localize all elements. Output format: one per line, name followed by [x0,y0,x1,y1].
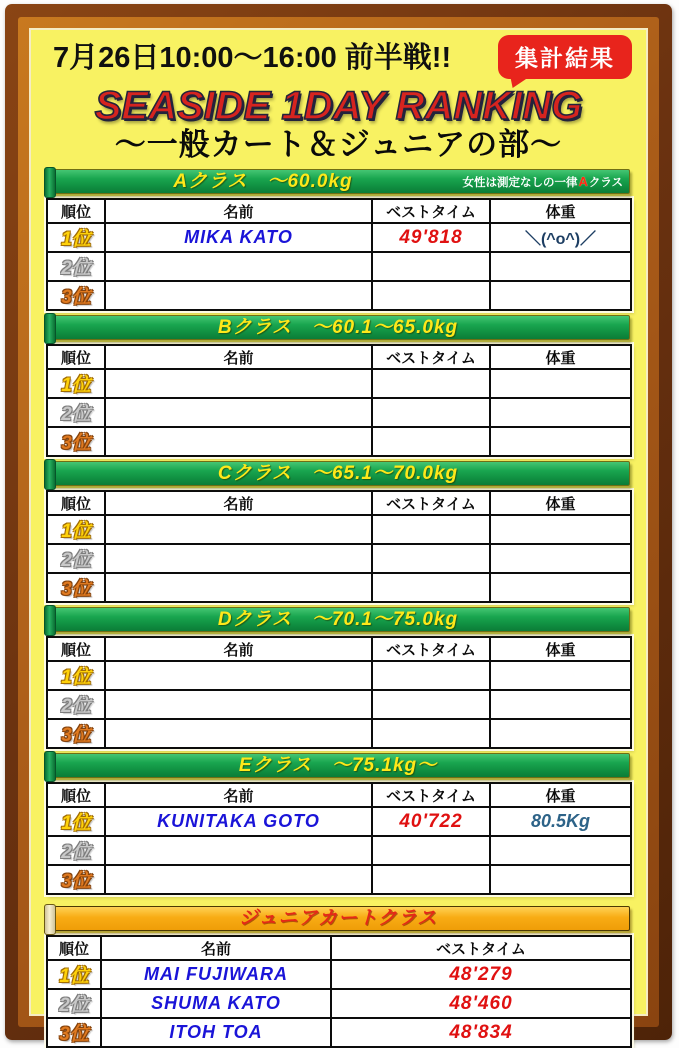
rank-cell: 2位 [47,836,105,865]
time-cell [372,865,490,894]
name-cell [105,690,372,719]
time-cell [372,398,490,427]
time-cell [372,544,490,573]
time-cell: 40'722 [372,807,490,836]
table-header-row [47,199,631,223]
name-cell: KUNITAKA GOTO [105,807,372,836]
table-row [47,427,631,456]
table-row [47,544,631,573]
frame-inner-bevel [18,17,659,1046]
event-date-line: 7月26日10:00～16:00 前半戦!! [53,42,452,74]
name-cell [105,544,372,573]
weight-cell [490,281,631,310]
name-cell [105,573,372,602]
note-text-post: クラス [588,176,623,189]
time-cell: 48'834 [331,1018,631,1047]
class-a-note [462,174,623,190]
table-row [47,398,631,427]
table-header-row [47,491,631,515]
col-header-time: ベストタイム [372,637,490,661]
col-header-weight: 体重 [490,783,631,807]
time-cell [372,719,490,748]
table-row [47,369,631,398]
class-b-table [46,344,632,457]
time-cell [372,427,490,456]
class-b-section [46,315,630,457]
col-header-name: 名前 [101,936,331,960]
class-c-title: Cクラス ～65.1～70.0kg [217,463,459,485]
bar-cap [44,459,56,490]
col-header-time: ベストタイム [331,936,631,960]
time-cell: 48'460 [331,989,631,1018]
rank-cell: 3位 [47,427,105,456]
page-title: SEASIDE 1DAY RANKING [94,84,583,128]
poster-content [31,30,646,1046]
weight-cell [490,690,631,719]
table-row [47,515,631,544]
weight-cell [490,719,631,748]
weight-cell [490,427,631,456]
table-row [47,865,631,894]
time-cell [372,690,490,719]
table-row [47,223,631,252]
note-text-pre: 女性は測定なしの一律 [462,176,578,189]
name-cell: SHUMA KATO [101,989,331,1018]
page-subtitle: ～一般カート＆ジュニアの部～ [114,127,563,162]
weight-cell: 80.5Kg [490,807,631,836]
col-header-time: ベストタイム [372,783,490,807]
weight-cell [490,865,631,894]
ranking-sections [46,169,630,1048]
name-cell [105,836,372,865]
time-cell [372,836,490,865]
name-cell [105,369,372,398]
bar-cap [44,313,56,344]
time-cell: 49'818 [372,223,490,252]
bar-cap [44,904,56,935]
col-header-weight: 体重 [490,637,631,661]
table-row [47,1018,631,1047]
rank-cell: 3位 [47,719,105,748]
table-row [47,960,631,989]
bar-cap [44,605,56,636]
col-header-name: 名前 [105,345,372,369]
table-row [47,690,631,719]
table-row [47,836,631,865]
table-header-row [47,637,631,661]
frame-liner [29,28,648,1046]
name-cell [105,281,372,310]
col-header-time: ベストタイム [372,345,490,369]
rank-cell: 1位 [47,960,101,989]
table-header-row [47,783,631,807]
col-header-name: 名前 [105,491,372,515]
class-d-table [46,636,632,749]
col-header-time: ベストタイム [372,199,490,223]
table-header-row [47,936,631,960]
rank-cell: 1位 [47,807,105,836]
rank-cell: 2位 [47,690,105,719]
table-row [47,252,631,281]
weight-cell [490,252,631,281]
class-a-header-bar [46,169,630,194]
weight-cell [490,515,631,544]
time-cell: 48'279 [331,960,631,989]
rank-cell: 1位 [47,661,105,690]
col-header-rank: 順位 [47,936,101,960]
time-cell [372,281,490,310]
bar-cap [44,167,56,198]
class-c-section [46,461,630,603]
name-cell [105,661,372,690]
class-e-section [46,753,630,895]
rank-cell: 1位 [47,223,105,252]
table-row [47,661,631,690]
rank-cell: 3位 [47,865,105,894]
rank-cell: 2位 [47,398,105,427]
name-cell [105,398,372,427]
rank-cell: 3位 [47,281,105,310]
class-e-table [46,782,632,895]
col-header-rank: 順位 [47,637,105,661]
col-header-rank: 順位 [47,199,105,223]
wooden-frame [5,4,672,1046]
col-header-rank: 順位 [47,345,105,369]
class-d-title: Dクラス ～70.1～75.0kg [217,609,459,631]
rank-cell: 2位 [47,544,105,573]
weight-cell [490,544,631,573]
name-cell [105,252,372,281]
class-c-header-bar [46,461,630,486]
time-cell [372,369,490,398]
name-cell [105,427,372,456]
class-a-section [46,169,630,311]
time-cell [372,252,490,281]
junior-class-header-bar [46,906,630,931]
col-header-name: 名前 [105,199,372,223]
table-header-row [47,345,631,369]
time-cell [372,515,490,544]
col-header-weight: 体重 [490,491,631,515]
col-header-name: 名前 [105,637,372,661]
name-cell: MAI FUJIWARA [101,960,331,989]
class-e-header-bar [46,753,630,778]
col-header-time: ベストタイム [372,491,490,515]
class-b-header-bar [46,315,630,340]
rank-cell: 3位 [47,1018,101,1047]
col-header-weight: 体重 [490,345,631,369]
results-badge-label: 集計結果 [515,45,615,71]
top-row [43,37,634,83]
rank-cell: 1位 [47,515,105,544]
table-row [47,573,631,602]
table-row [47,281,631,310]
rank-cell: 3位 [47,573,105,602]
results-badge [498,35,632,79]
name-cell: ITOH TOA [101,1018,331,1047]
weight-cell [490,573,631,602]
junior-class-table [46,935,632,1048]
rank-cell: 1位 [47,369,105,398]
junior-class-section [46,906,630,1048]
class-a-table [46,198,632,311]
table-row [47,989,631,1018]
col-header-name: 名前 [105,783,372,807]
weight-cell [490,661,631,690]
class-a-title: Aクラス ～60.0kg [173,171,353,193]
time-cell [372,573,490,602]
junior-class-title: ジュニアカートクラス [238,908,438,930]
name-cell [105,719,372,748]
col-header-rank: 順位 [47,491,105,515]
weight-cell: ＼(^o^)／ [490,223,631,252]
class-d-section [46,607,630,749]
class-c-table [46,490,632,603]
class-b-title: Bクラス ～60.1～65.0kg [217,317,459,339]
col-header-weight: 体重 [490,199,631,223]
name-cell: MIKA KATO [105,223,372,252]
bar-cap [44,751,56,782]
time-cell [372,661,490,690]
col-header-rank: 順位 [47,783,105,807]
rank-cell: 2位 [47,989,101,1018]
name-cell [105,515,372,544]
class-e-title: Eクラス ～75.1kg～ [238,755,438,777]
table-row [47,807,631,836]
name-cell [105,865,372,894]
note-accent: A [578,173,588,189]
weight-cell [490,398,631,427]
table-row [47,719,631,748]
class-d-header-bar [46,607,630,632]
weight-cell [490,369,631,398]
rank-cell: 2位 [47,252,105,281]
weight-cell [490,836,631,865]
